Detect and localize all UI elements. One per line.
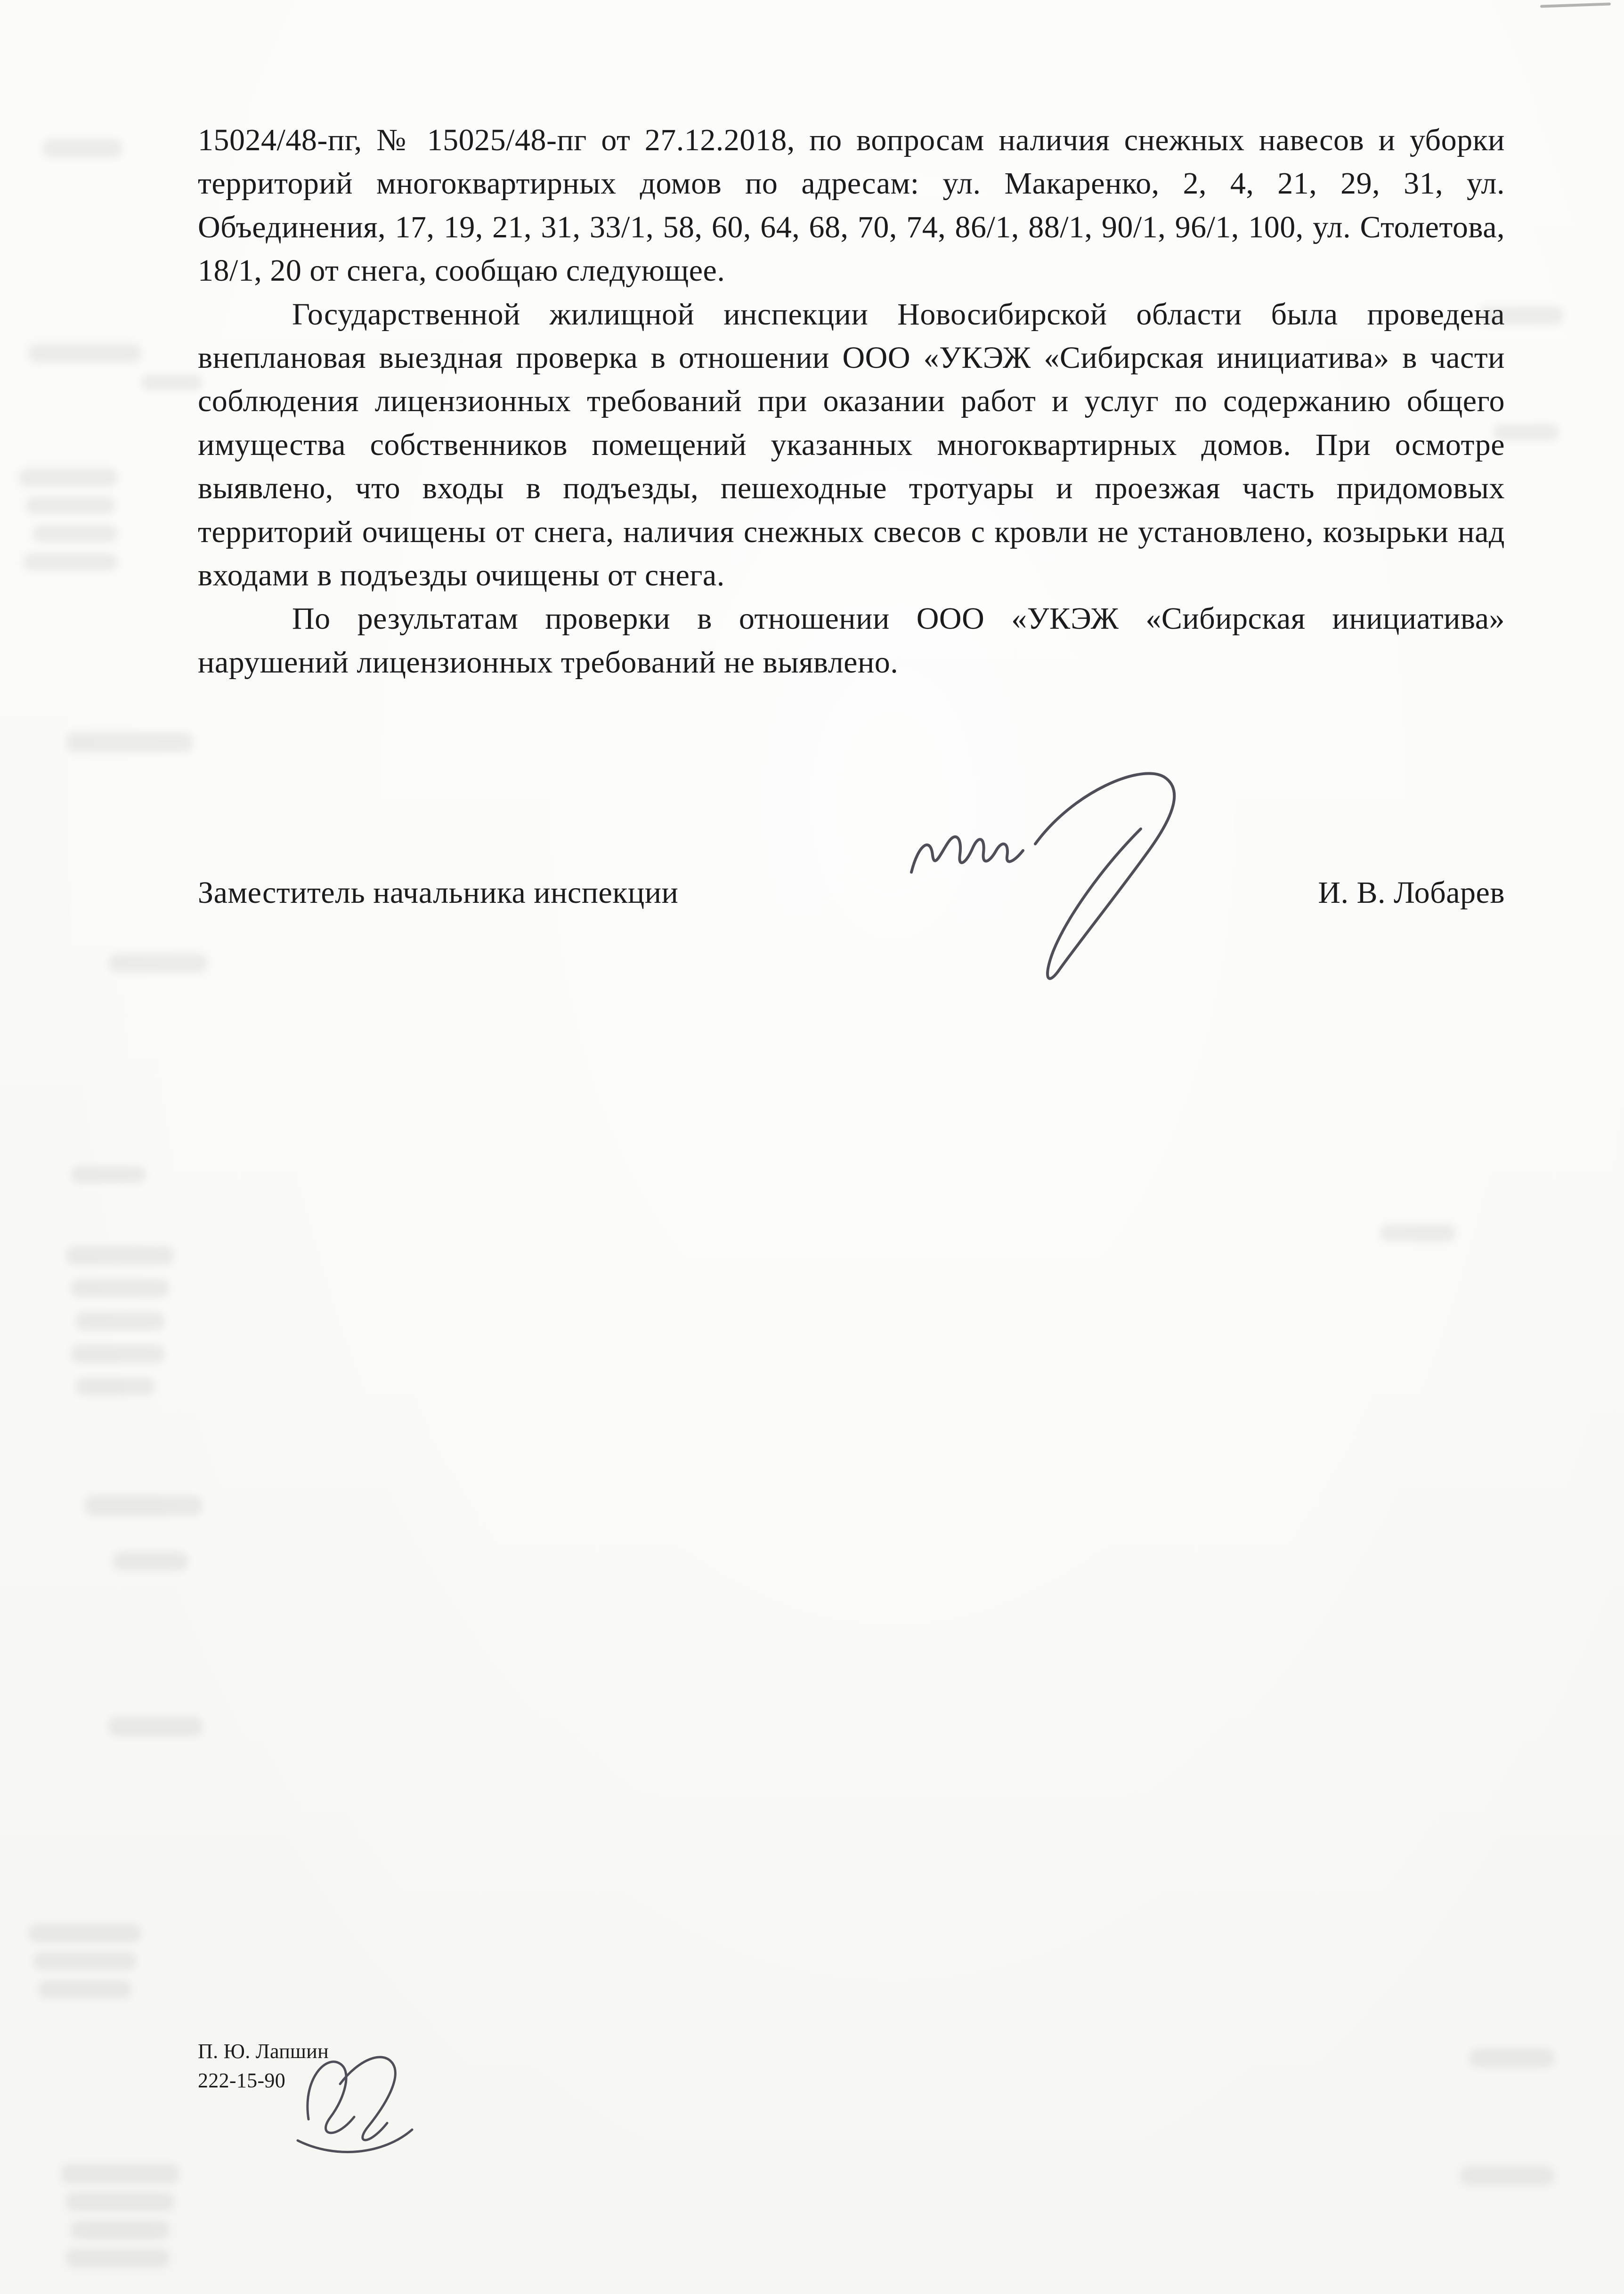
bleedthrough-smudge — [66, 2192, 174, 2211]
bleedthrough-smudge — [38, 1980, 132, 1998]
bleedthrough-smudge — [66, 1246, 174, 1265]
paragraph-continuation: 15024/48-пг, № 15025/48-пг от 27.12.2018, по вопросам наличия снежных навесов и уборки территорий многоквартирных домов по адресам: ул. Макаренко, 2, 4, 21, 29, 31, ул. Объединения, 17, 19, 21, 31, 33/1, 58, 60, 64, 68, 70, 74, 86/1, 88/1, 90/1, 96/1, 100, ул. Столетова, 18/1, 20 от снега, сообщаю следующее. — [198, 123, 1505, 288]
bleedthrough-smudge — [71, 1279, 170, 1297]
signer-title: Заместитель начальника инспекции — [198, 875, 679, 910]
bleedthrough-smudge — [19, 469, 118, 486]
bleedthrough-smudge — [108, 954, 207, 973]
executor-block — [198, 2037, 329, 2095]
paragraph-inspection-results: Государственной жилищной инспекции Новосибирской области была проведена внеплановая выездная проверка в отношении ООО «УКЭЖ «Сибирская инициатива» в части соблюдения лицензионных требований при оказании работ и услуг по содержанию общего имущества собственников помещений указанных многоквартирных домов. При осмотре выявлено, что входы в подъезды, пешеходные тротуары и проезжая часть придомовых территорий очищены от снега, наличия снежных свесов с кровли не установлено, козырьки над входами в подъезды очищены от снега. — [198, 297, 1505, 592]
bleedthrough-smudge — [1493, 424, 1559, 441]
letter-body — [198, 119, 1505, 684]
signature-block — [198, 875, 1505, 911]
bleedthrough-smudge — [1380, 1224, 1455, 1241]
bleedthrough-smudge — [108, 1717, 203, 1736]
bleedthrough-smudge — [61, 2164, 179, 2184]
bleedthrough-smudge — [75, 1378, 155, 1395]
bleedthrough-smudge — [24, 553, 118, 570]
bleedthrough-smudge — [66, 732, 193, 752]
bleedthrough-smudge — [28, 344, 141, 363]
bleedthrough-smudge — [71, 2221, 170, 2239]
bleedthrough-smudge — [71, 1166, 146, 1183]
signer-name: И. В. Лобарев — [1318, 875, 1505, 910]
bleedthrough-smudge — [33, 1952, 137, 1970]
bleedthrough-smudge — [66, 2249, 170, 2268]
bleedthrough-smudge — [141, 374, 203, 390]
bleedthrough-smudge — [113, 1552, 188, 1571]
bleedthrough-smudge — [42, 139, 122, 158]
bleedthrough-smudge — [28, 1924, 141, 1943]
paragraph-conclusion: По результатам проверки в отношении ООО «УКЭЖ «Сибирская инициатива» нарушений лицензионных требований не выявлено. — [198, 601, 1505, 680]
bleedthrough-smudge — [85, 1495, 203, 1516]
bleedthrough-smudge — [1479, 306, 1564, 325]
bleedthrough-smudge — [1460, 2166, 1554, 2185]
bleedthrough-smudge — [71, 1345, 165, 1363]
bleedthrough-smudge — [26, 497, 115, 514]
executor-phone: 222-15-90 — [198, 2068, 286, 2092]
bleedthrough-smudge — [75, 1312, 165, 1330]
executor-name: П. Ю. Лапшин — [198, 2040, 329, 2063]
bleedthrough-smudge — [33, 525, 118, 542]
bleedthrough-smudge — [1470, 2049, 1554, 2067]
scan-artifact-corner — [1540, 2, 1611, 8]
